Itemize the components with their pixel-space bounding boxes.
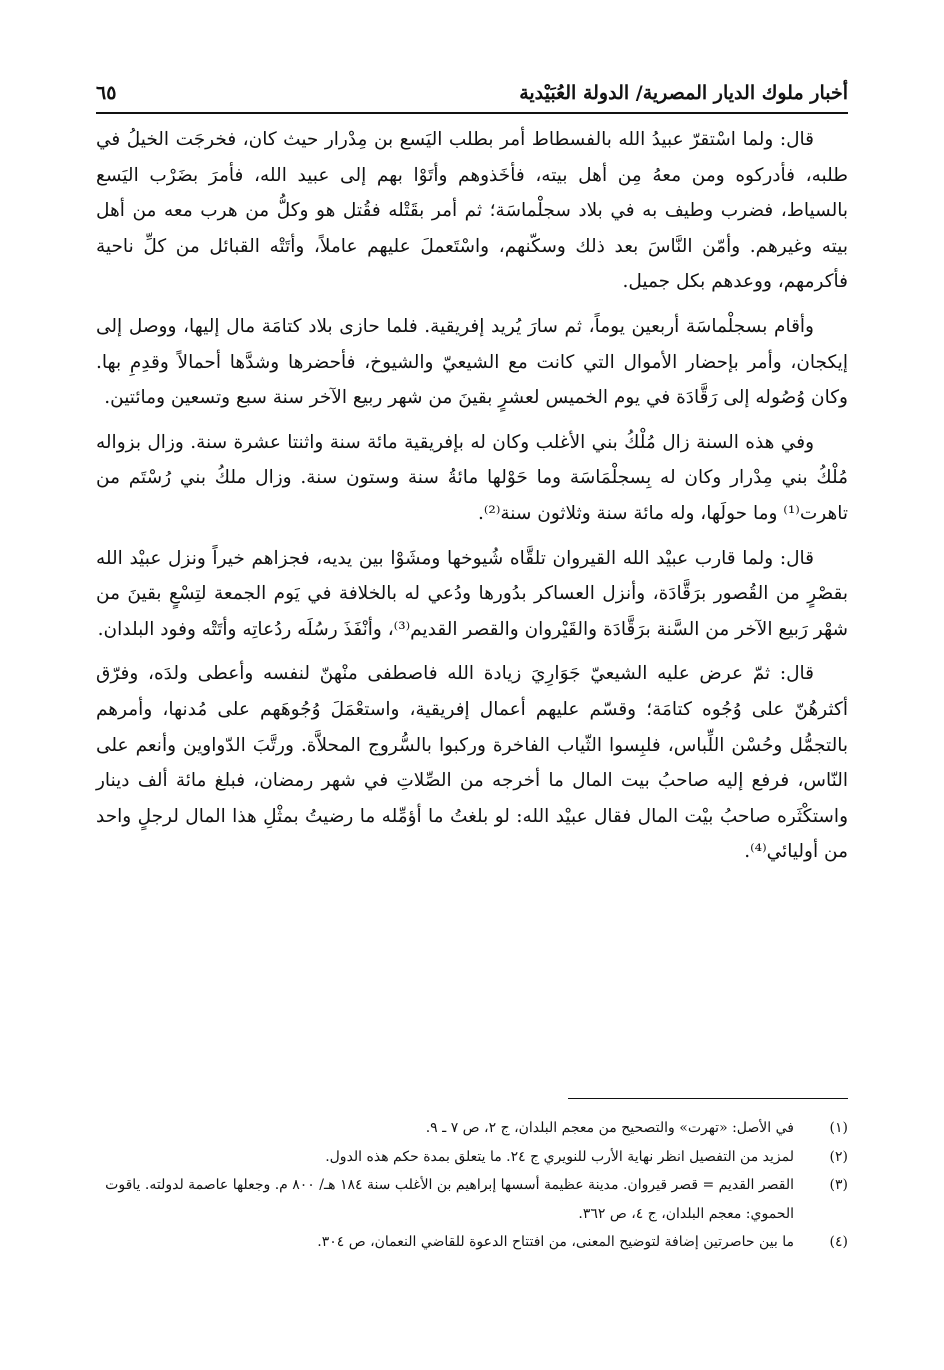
footnote [96, 1171, 848, 1228]
footnote-number: (٢) [829, 1148, 848, 1165]
footnote-number: (١) [829, 1120, 848, 1136]
paragraph: وأقام بسجلْماسَة أربعين يوماً، ثم سارَ يُريد إفريقية. فلما حازى بلاد كتامَة مال إليها، ووصل إلى إيكجان، وأمر بإحضار الأموال التي كانت مع الشيعيّ والشيوخ، فأحضرها وشدَّها أحمالاً وقدِمِ بها. وكان وُصُوله إلى رَقَّادَة في يوم الخميس لعشرٍ بقينَ من شهر ربيع الآخر سنة سبع وتسعين ومائتين. [96, 315, 848, 409]
footnote-text: القصر القديم = قصر قيروان. مدينة عظيمة أسسها إبراهيم بن الأغلب سنة ١٨٤ هـ/ ٨٠٠ م. وجعلها عاصمة لدولته. ياقوت الحموي: معجم البلدان، ج ٤، ص ٣٦٢. [105, 1177, 794, 1222]
page-number: ٦٥ [96, 82, 117, 104]
paragraph: قال: ثمّ عرض عليه الشيعيّ جَوَارِيَ زيادة الله فاصطفى منْهنّ لنفسه وأعطى ولدَه، وفرّق أكثرهُنّ على وُجُوه كتامَة؛ وقسّم عليهم أعمال إفريقية، واستعْمَلَ وُجُوهَهم على مُدنها، وأمرهم بالتجمُّل وحُسْن اللِّباس، فلبِسوا الثّياب الفاخرة وركبوا بالسُّروج المحلاَّة. ورتَّبَ الدّواوين وأنعم على النّاس، فرفع إليه صاحبُ بيت المال ما أخرجه من الصِّلاتِ في شهر رمضان، فبلغ مائة ألف دينار واستكْثَره صاحبُ بيْت المال فقال عبيْد الله: لو بلغتُ ما أؤمِّله ما رضيتُ بمثْلِ هذا المال لرجلٍ واحد من أوليائي⁽⁴⁾. [96, 663, 848, 863]
paragraph: وفي هذه السنة زال مُلْكُ بني الأغلب وكان له بإفريقية مائة سنة واثنتا عشرة سنة. وزال بزواله مُلْكُ بني مِدْرار وكان له بِسجلْمَاسَة وما حَوْلها مائةُ سنة وستون سنة. وزال ملكُ بني رُسْتَم من تاهرت⁽¹⁾ وما حولَها، وله مائة سنة وثلاثون سنة⁽²⁾. [96, 431, 848, 524]
main-text [96, 122, 848, 879]
footnote-text: لمزيد من التفصيل انظر نهاية الأرب للنويري ج ٢٤. ما يتعلق بمدة حكم هذه الدول. [325, 1148, 794, 1165]
footnote-text: ما بين حاصرتين إضافة لتوضيح المعنى، من افتتاح الدعوة للقاضي النعمان، ص ٣٠٤. [317, 1234, 794, 1250]
footnote [96, 1228, 848, 1257]
header-title: أخبار ملوك الديار المصرية/ الدولة العُبَيْدية [519, 82, 848, 104]
running-header [96, 74, 848, 114]
paragraph: قال: ولما اسْتقرّ عبيدُ الله بالفسطاط أمر بطلب اليَسع بن مِدْرار حيث كان، فخرجَت الخيلُ في طلبه، فأدركوه ومن معهُ مِن أهل بيته، فأخَذوهم وأتَوْا بهم إلى عبيد الله، فأمرَ بضَرْب اليَسع بالسياط، فضرب وطيف به في بلاد سجلْماسَة؛ ثم أمر بقَتْله فقُتل هو وكلُّ من هرب معه من أهل بيته وغيرهم. وأمّن النَّاسَ بعد ذلك وسكّنهم، واسْتَعملَ عليهم عاملاً، وأتَتْه القبائل من كلِّ ناحية فأكرمهم، ووعدهم بكل جميل. [96, 129, 848, 293]
footnote-text: في الأصل: «تهرت» والتصحيح من معجم البلدان، ج ٢، ص ٧ ـ ٩. [425, 1120, 794, 1136]
footnote-separator [568, 1098, 848, 1099]
footnote [96, 1114, 848, 1143]
footnote-number: (٤) [829, 1234, 848, 1250]
footnotes [96, 1114, 848, 1257]
footnote [96, 1143, 848, 1172]
paragraph: قال: ولما قارب عبيْد الله القيروان تلقَّاه شُيوخها ومشَوْا بين يديه، فجزاهم خيراً ونزل عبيْد الله بقصْرٍ من القُصور برَقَّادَة، وأنزل العساكر بدُورها ودُعي له بالخلافة في يَوم الجمعة لتِسْعٍ بقينَ من شهْر رَبيع الآخر من السَّنة برَقَّادَة والقَيْروان والقصر القديم⁽³⁾، وأنْفَذَ رسُلَه ردُعاتِه وأتَتْه وفود البلدان. [96, 547, 848, 640]
footnote-number: (٣) [829, 1177, 848, 1193]
